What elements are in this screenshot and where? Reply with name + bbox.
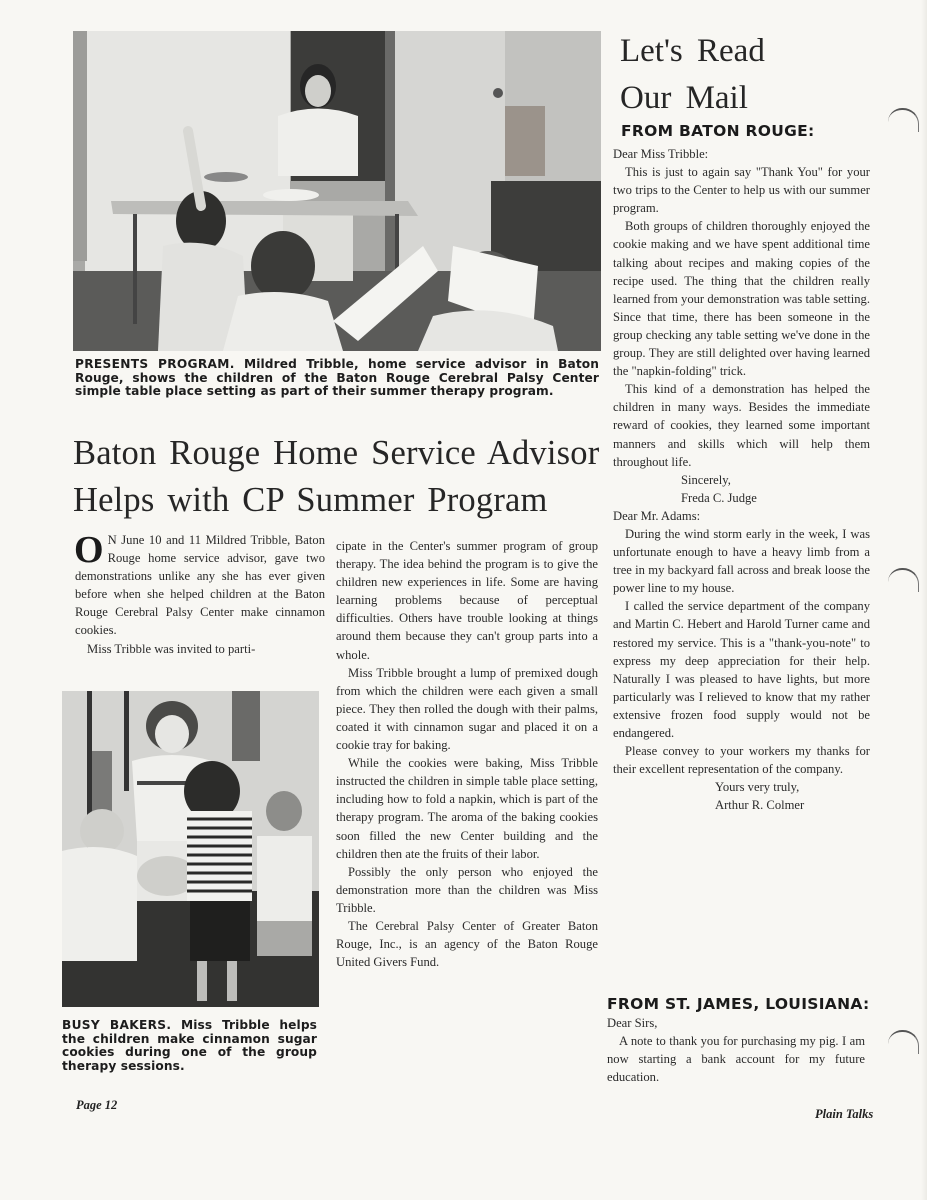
letter-paragraph: Both groups of children thoroughly enjoyed the cookie making and we have spent additional time talking about recipes and making copies of the recipe used. The thing that the children really learned from your demonstration was table setting. Since that time, there has been someone in the group checking any table setting we've done in the group. They are still delighted over having learned the "napkin-folding" trick.: [613, 219, 870, 379]
letter-paragraph: During the wind storm early in the week, I was unfortunate enough to have a heavy limb from a tree in my backyard fall across and break loose the power line to my house.: [613, 526, 870, 596]
article-paragraph: While the cookies were baking, Miss Tribble instructed the children in simple table place setting, including how to fold a napkin, which is part of the therapy program. The aroma of the baking cookies soon filled the new Center building and the children then ate the fruits of their labor.: [336, 756, 598, 861]
caption-text: Mildred Tribble, home service advisor in Baton Rouge, shows the children of the Baton Rouge Cerebral Palsy Center simple table place setting as part of their summer therapy program.: [75, 357, 600, 398]
article-headline: Baton Rouge Home Service Advisor Helps with CP Summer Program: [73, 434, 600, 519]
binder-hole-mark: [888, 568, 919, 592]
article-column-1: [75, 531, 325, 658]
mail-letters-st-james: [607, 1014, 865, 1086]
publication-name: Plain Talks: [815, 1107, 874, 1121]
caption-lead: BUSY BAKERS.: [62, 1018, 172, 1032]
photo-caption-top: [75, 358, 599, 399]
letter-salutation: Dear Sirs,: [607, 1016, 658, 1030]
article-paragraph: Possibly the only person who enjoyed the demonstration more than the children was Miss Tribble.: [336, 864, 598, 915]
mail-heading-st-james: FROM ST. JAMES, LOUISIANA:: [607, 995, 870, 1013]
letter-paragraph: This is just to again say "Thank You" for your two trips to the Center to help us with our summer program.: [613, 165, 870, 216]
article-first-paragraph-text: N June 10 and 11 Mildred Tribble, Baton Rouge home service advisor, gave two demonstrations unlike any she has ever given before when she helped children at the Baton Rouge Cerebral Palsy Center make cinnamon cookies.: [75, 533, 325, 638]
binder-hole-mark: [888, 108, 919, 132]
photo-classroom-table: [73, 31, 601, 351]
mail-letters-baton-rouge: [613, 145, 870, 814]
letter-judge: [613, 145, 870, 507]
mail-title-line-2: Our Mail: [620, 80, 748, 116]
photo-presents-program: [73, 31, 601, 351]
photo-cookie-baking: [62, 691, 319, 1007]
mail-section-title: [620, 28, 765, 122]
letter-signature: Arthur R. Colmer: [715, 798, 805, 813]
article-paragraph: The Cerebral Palsy Center of Greater Baton Rouge, Inc., is an agency of the Baton Rouge United Givers Fund.: [336, 918, 598, 970]
letter-signature: Freda C. Judge: [681, 490, 757, 505]
striped-shirt: [187, 811, 252, 901]
letter-paragraph: A note to thank you for purchasing my pig. I am now starting a bank account for my future education.: [607, 1034, 865, 1085]
binder-hole-mark: [888, 1030, 919, 1054]
article-column-2: [336, 537, 598, 971]
letter-paragraph: This kind of a demonstration has helped the children in many ways. Besides the immediate reward of cookies, they learned some important manners and skills which will help them throughout life.: [613, 382, 870, 469]
letter-salutation: Dear Mr. Adams:: [613, 508, 701, 523]
photo-busy-bakers: [62, 691, 319, 1007]
article-paragraph: Miss Tribble was invited to parti-: [87, 641, 256, 656]
article-paragraph: cipate in the Center's summer program of group therapy. The idea behind the program is to give the children new experiences in life. Some are having learning problems because of perceptual difficulties. Others have trouble looking at things around them because they can't group parts into a whole.: [336, 539, 598, 662]
letter-closing: Sincerely,: [681, 472, 731, 487]
letter-paragraph: I called the service department of the company and Martin C. Hebert and Harold Turner came and restored my service. This is a "thank-you-note" to express my deep appreciation for their help. Naturally I was pleased to have lights, but more particularly was I relieved to know that my rather extensive frozen food supply would not be endangered.: [613, 599, 870, 740]
caption-lead: PRESENTS PROGRAM.: [75, 357, 235, 371]
caption-text: Miss Tribble helps the children make cinnamon sugar cookies during one of the group therapy sessions.: [62, 1018, 318, 1073]
letter-salutation: Dear Miss Tribble:: [613, 147, 709, 161]
page-number: Page 12: [76, 1098, 118, 1112]
photo-caption-bottom: [62, 1019, 317, 1073]
mail-title-line-1: Let's Read: [620, 33, 765, 69]
letter-closing: Yours very truly,: [715, 780, 800, 795]
letter-colmer: [613, 507, 870, 815]
article-paragraph: [75, 531, 325, 640]
mail-heading-baton-rouge: FROM BATON ROUGE:: [621, 122, 815, 140]
letter-paragraph: Please convey to your workers my thanks for their excellent representation of the company.: [613, 744, 870, 777]
page-edge: [921, 0, 927, 1200]
article-paragraph: Miss Tribble brought a lump of premixed dough from which the children were each given a small piece. They then rolled the dough with their palms, coated it with cinnamon sugar and placed it on a cookie tray for baking.: [336, 665, 598, 753]
drop-cap: O: [74, 529, 104, 571]
